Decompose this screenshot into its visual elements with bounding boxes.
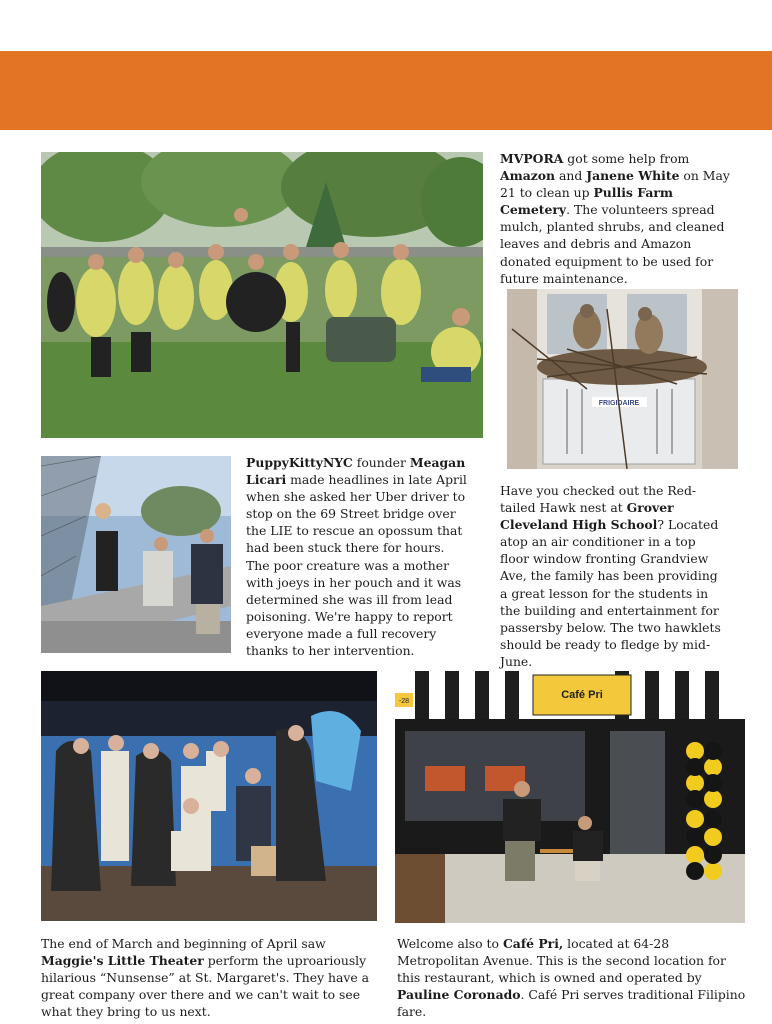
- mvpora-text-1: got some help from: [563, 151, 690, 166]
- theater-text-2: perform the uproariously hilarious “Nunsense” at St. Margaret's. They have a great company over there and we can't wait to see what they bring to us next.: [41, 953, 370, 1020]
- mvpora-text-4: . The volunteers spread mulch, planted shrubs, and cleaned leaves and debris and Amazon donated equipment to be used for future maintenance.: [500, 202, 725, 286]
- maggies-theater-name: Maggie's Little Theater: [41, 953, 204, 969]
- pullis-cemetery-name: Pullis Farm Cemetery: [500, 185, 674, 218]
- mvpora-text-3: on May 21 to clean up: [500, 168, 730, 201]
- photo-hawk-nest: [507, 289, 738, 469]
- cafe-paragraph: [397, 935, 747, 1020]
- photo-volunteers-cleanup: [41, 152, 483, 438]
- theater-paragraph: [41, 935, 381, 1020]
- janene-white-name: Janene White: [586, 168, 680, 184]
- hawk-text-1: Have you checked out the Red-tailed Hawk nest at: [500, 483, 697, 516]
- photo-cafe-pri: [395, 671, 745, 923]
- puppykitty-org-name: PuppyKittyNYC: [246, 455, 353, 470]
- theater-text-1: The end of March and beginning of April saw: [41, 936, 326, 951]
- cafe-pri-name: Café Pri,: [502, 936, 564, 951]
- cafe-text-2: located at 64-28 Metropolitan Avenue. This is the second location for this restaurant, which is owned and operated by: [397, 936, 726, 986]
- meagan-licari-name: Meagan Licari: [246, 455, 466, 488]
- mvpora-text-2: and: [555, 168, 587, 184]
- puppykitty-paragraph: [246, 454, 468, 659]
- grover-cleveland-name: Grover Cleveland High School: [500, 500, 674, 533]
- photo-nunsense-theater: [41, 671, 377, 921]
- cafe-text-1: Welcome also to: [397, 936, 503, 951]
- header-orange-band: [0, 51, 772, 130]
- cafe-text-3: . Café Pri serves traditional Filipino fare.: [397, 987, 746, 1020]
- mvpora-org-name: MVPORA: [500, 151, 564, 166]
- address-number: -28: [398, 698, 410, 705]
- mvpora-paragraph: [500, 150, 745, 287]
- puppykitty-text-1: founder: [352, 455, 410, 470]
- pauline-coronado-name: Pauline Coronado: [397, 987, 521, 1003]
- hawk-text-2: ? Located atop an air conditioner in a top floor window fronting Grandview Ave, the family has been providing a great lesson for the students in the building and entertainment for passersby below. The two hawklets should be ready to fledge by mid-June.: [500, 517, 721, 669]
- cafe-sign-text: Café Pri: [561, 689, 603, 701]
- ac-brand-label: FRIGIDAIRE: [598, 400, 640, 407]
- hawk-paragraph: [500, 482, 728, 670]
- puppykitty-text-2: made headlines in late April when she asked her Uber driver to stop on the 69 Street bridge over the LIE to rescue an opossum that had been stuck there for hours. The poor creature was a mother with joeys in her pouch and it was determined she was ill from lead poisoning. We're happy to report everyone made a full recovery thanks to her intervention.: [246, 472, 467, 659]
- amazon-name: Amazon: [500, 168, 556, 184]
- photo-opossum-rescue: [41, 456, 231, 653]
